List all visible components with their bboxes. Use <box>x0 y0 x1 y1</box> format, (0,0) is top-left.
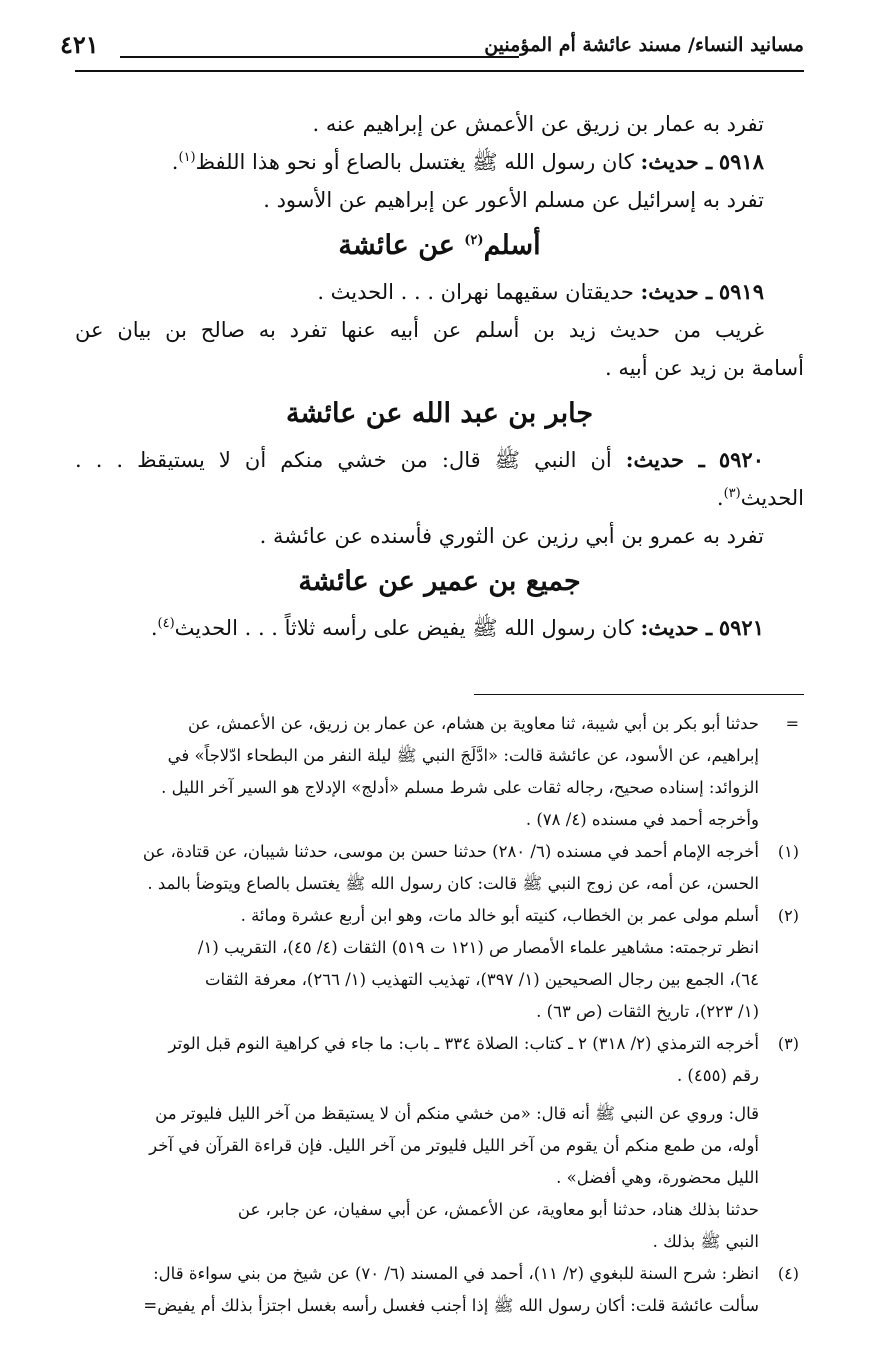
footnotes <box>75 708 799 1322</box>
hadith-number: ٥٩٢٠ <box>718 447 764 472</box>
paragraph: تفرد به عمار بن زريق عن الأعمش عن إبراهيم عنه . <box>312 112 764 136</box>
hadith-end: . <box>171 150 179 174</box>
hadith-label: ـ حديث: <box>640 279 713 304</box>
footnote-separator <box>474 694 804 695</box>
footnote-line: إبراهيم، عن الأسود، عن عائشة قالت: «ادَّلَجَ النبي ﷺ ليلة النفر من البطحاء ادّلاجاً» في <box>167 746 759 765</box>
heading-name: أسلم <box>483 230 541 261</box>
page-header <box>60 30 804 66</box>
page-number: ٤٢١ <box>60 30 99 59</box>
footnote-4 <box>75 1258 799 1322</box>
footnote-continuation <box>75 708 799 836</box>
paragraph: أسامة بن زيد عن أبيه . <box>604 356 804 380</box>
hadith-number: ٥٩١٩ <box>718 279 764 304</box>
footnote-mark: (١) <box>777 842 799 861</box>
footnote-line: حدثنا أبو بكر بن أبي شيبة، ثنا معاوية بن هشام، عن عمار بن زريق، عن الأعمش، عن <box>188 714 759 733</box>
footnote-line: النبي ﷺ بذلك . <box>652 1232 759 1251</box>
hadith-text: أن النبي ﷺ قال: من خشي منكم أن لا يستيقظ . . . <box>75 448 612 472</box>
footnote-line: قال: وروي عن النبي ﷺ أنه قال: «من خشي منكم أن لا يستيقظ من آخر الليل فليوتر من <box>155 1104 759 1123</box>
footnote-line: ٦٤)، الجمع بين رجال الصحيحين (١/ ٣٩٧)، تهذيب التهذيب (١/ ٢٦٦)، معرفة الثقات <box>204 970 759 989</box>
main-text <box>75 105 804 647</box>
footnote-ref: (٣) <box>723 486 741 501</box>
hadith-text: حديقتان سقيهما نهران . . . الحديث . <box>317 280 634 304</box>
footnote-line: أخرجه الإمام أحمد في مسنده (٦/ ٢٨٠) حدثنا حسن بن موسى، حدثنا شيبان، عن قتادة، عن <box>142 842 759 861</box>
footnote-line: رقم (٤٥٥) . <box>676 1066 759 1085</box>
hadith-5918 <box>75 143 804 181</box>
footnote-line: وأخرجه أحمد في مسنده (٤/ ٧٨) . <box>525 810 759 829</box>
footnote-mark: (٤) <box>777 1264 799 1283</box>
footnote-ref: (١) <box>178 150 196 165</box>
footnote-line: انظر: شرح السنة للبغوي (٢/ ١١)، أحمد في المسند (٦/ ٧٠) عن شيخ من بني سواءة قال: <box>153 1264 759 1283</box>
paragraph: غريب من حديث زيد بن أسلم عن أبيه عنها تفرد به صالح بن بيان عن <box>75 318 764 342</box>
hadith-text: الحديث <box>740 486 804 510</box>
header-rule <box>120 56 519 58</box>
hadith-number: ٥٩١٨ <box>718 149 764 174</box>
hadith-5920-cont <box>75 479 804 517</box>
paragraph: تفرد به إسرائيل عن مسلم الأعور عن إبراهيم عن الأسود . <box>263 188 764 212</box>
hadith-label: ـ حديث: <box>625 447 705 472</box>
footnote-line: أخرجه الترمذي (٢/ ٣١٨) ٢ ـ كتاب: الصلاة ٣٣٤ ـ باب: ما جاء في كراهية النوم قبل الوتر <box>168 1034 759 1053</box>
hadith-number: ٥٩٢١ <box>718 615 764 640</box>
hadith-label: ـ حديث: <box>640 615 713 640</box>
footnote-line: الليل محضورة، وهي أفضل» . <box>556 1168 759 1187</box>
footnote-ref: (٤) <box>157 616 175 631</box>
hadith-5919 <box>75 273 804 311</box>
running-title: مسانيد النساء/ مسند عائشة أم المؤمنين <box>484 34 804 56</box>
section-heading-aslam <box>75 221 804 271</box>
footnote-line: حدثنا بذلك هناد، حدثنا أبو معاوية، عن الأعمش، عن أبي سفيان، عن جابر، عن <box>237 1200 759 1219</box>
footnote-3 <box>75 1028 799 1258</box>
hadith-5920 <box>75 441 804 479</box>
footnote-ref: (٢) <box>464 233 484 248</box>
hadith-text: كان رسول الله ﷺ يفيض على رأسه ثلاثاً . . . الحديث <box>174 616 634 640</box>
header-divider <box>75 70 804 72</box>
footnote-line: أسلم مولى عمر بن الخطاب، كنيته أبو خالد مات، وهو ابن أربع عشرة ومائة . <box>240 906 759 925</box>
footnote-line: الحسن، عن أمه، عن زوج النبي ﷺ قالت: كان رسول الله ﷺ يغتسل بالصاع ويتوضأ بالمد . <box>147 874 759 893</box>
hadith-text: كان رسول الله ﷺ يغتسل بالصاع أو نحو هذا اللفظ <box>195 150 634 174</box>
footnote-line: انظر ترجمته: مشاهير علماء الأمصار ص (١٢١ ت ٥١٩) الثقات (٤/ ٤٥)، التقريب (١/ <box>197 938 759 957</box>
footnote-line: سألت عائشة قلت: أكان رسول الله ﷺ إذا أجنب فغسل رأسه بغسل اجتزأ بذلك أم يفيض= <box>143 1296 759 1315</box>
paragraph: تفرد به عمرو بن أبي رزين عن الثوري فأسنده عن عائشة . <box>259 524 764 548</box>
hadith-end: . <box>716 486 724 510</box>
hadith-5921 <box>75 609 804 647</box>
hadith-label: ـ حديث: <box>640 149 713 174</box>
footnote-line: (١/ ٢٢٣)، تاريخ الثقات (ص ٦٣) . <box>536 1002 759 1021</box>
footnote-1 <box>75 836 799 900</box>
section-heading-jumay: جميع بن عمير عن عائشة <box>298 566 581 597</box>
hadith-end: . <box>150 616 158 640</box>
footnote-2 <box>75 900 799 1028</box>
section-heading-jabir: جابر بن عبد الله عن عائشة <box>285 398 594 429</box>
footnote-mark: (٢) <box>777 906 799 925</box>
footnote-mark: = <box>785 714 799 733</box>
footnote-line: الزوائد: إسناده صحيح، رجاله ثقات على شرط مسلم «أدلج» الإدلاج هو السير آخر الليل . <box>161 778 759 797</box>
footnote-mark: (٣) <box>777 1034 799 1053</box>
heading-rest: عن عائشة <box>338 230 455 261</box>
footnote-line: أوله، من طمع منكم أن يقوم من آخر الليل فليوتر من آخر الليل. فإن قراءة القرآن في آخر <box>149 1136 759 1155</box>
